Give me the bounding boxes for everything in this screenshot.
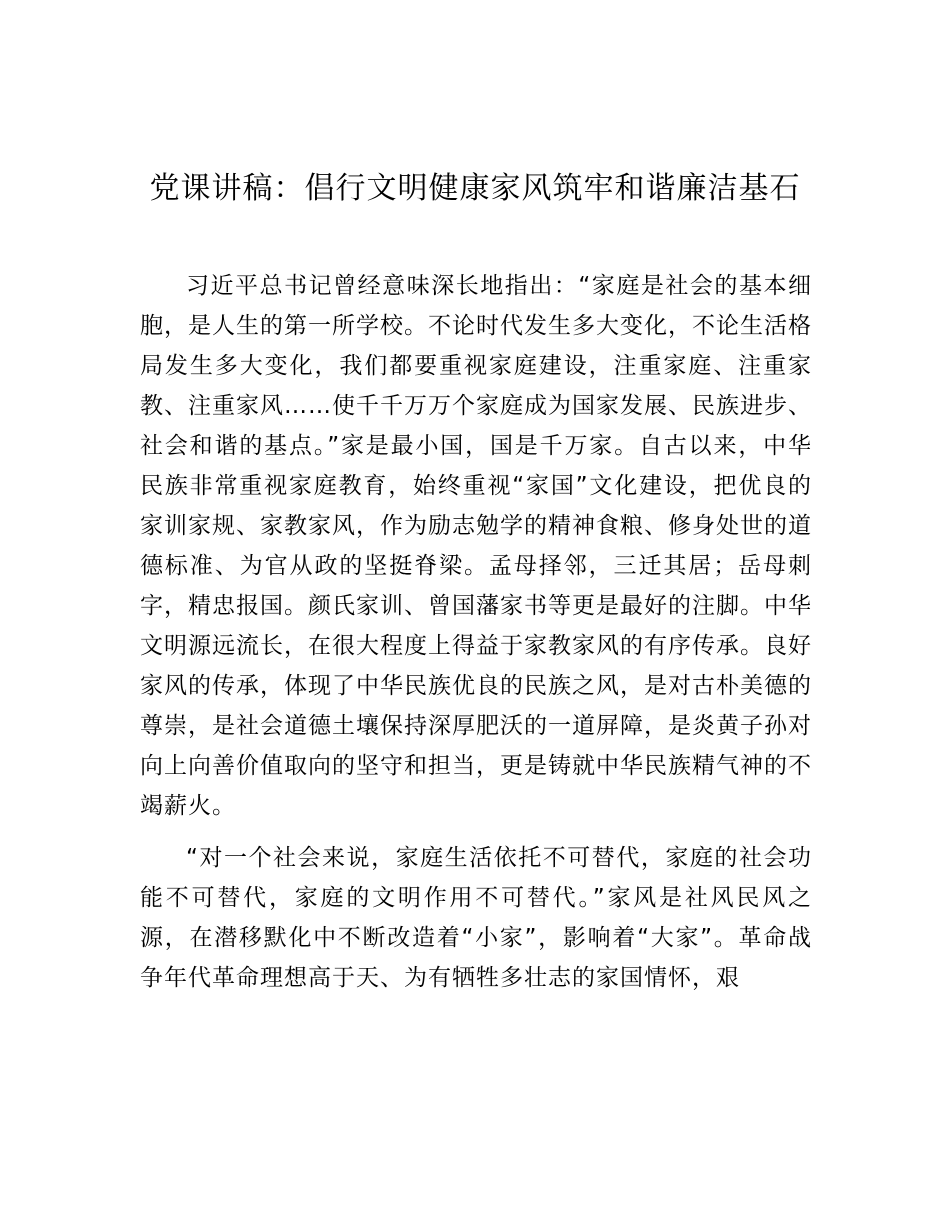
paragraph-2: “对一个社会来说，家庭生活依托不可替代，家庭的社会功能不可替代，家庭的文明作用不可替代。”家风是社风民风之源，在潜移默化中不断改造着“小家”，影响着“大家”。革命战争年代革命理想高于天、为有牺牲多壮志的家国情怀，艰 [140,845,812,991]
document-body [140,266,812,1010]
document-title: 党课讲稿：倡行文明健康家风筑牢和谐廉洁基石 [149,171,801,206]
paragraph-1: 习近平总书记曾经意味深长地指出：“家庭是社会的基本细胞，是人生的第一所学校。不论时代发生多大变化，不论生活格局发生多大变化，我们都要重视家庭建设，注重家庭、注重家教、注重家风……使千千万万个家庭成为国家发展、民族进步、社会和谐的基点。”家是最小国，国是千万家。自古以来，中华民族非常重视家庭教育，始终重视“家国”文化建设，把优良的家训家规、家教家风，作为励志勉学的精神食粮、修身处世的道德标准、为官从政的坚挺脊梁。孟母择邻，三迁其居；岳母刺字，精忠报国。颜氏家训、曾国藩家书等更是最好的注脚。中华文明源远流长，在很大程度上得益于家教家风的有序传承。良好家风的传承，体现了中华民族优良的民族之风，是对古朴美德的尊崇，是社会道德土壤保持深厚肥沃的一道屏障，是炎黄子孙对向上向善价值取向的坚守和担当，更是铸就中华民族精气神的不竭薪火。 [140,273,812,819]
